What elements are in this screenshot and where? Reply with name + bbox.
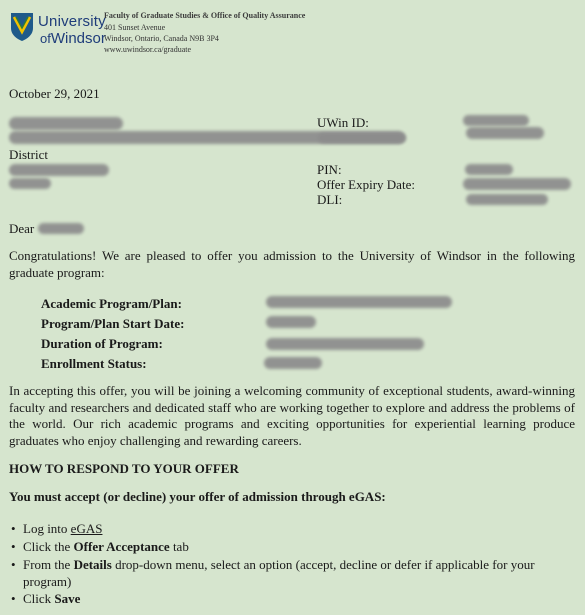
dli-label: DLI: bbox=[317, 192, 343, 207]
logo-university-text: University bbox=[38, 13, 106, 30]
step-login bbox=[23, 521, 102, 538]
redacted-student-number-label bbox=[318, 133, 406, 143]
enrollment-status-label: Enrollment Status: bbox=[41, 356, 147, 371]
redacted-recipient-name bbox=[38, 223, 84, 234]
intro-paragraph: Congratulations! We are pleased to offer you admission to the University of Windsor in the following graduate program: bbox=[9, 248, 575, 280]
address-line-1: 401 Sunset Avenue bbox=[104, 23, 166, 32]
step-details-line2: program) bbox=[23, 573, 72, 589]
redacted-uwin-id bbox=[463, 115, 529, 126]
step-save bbox=[23, 591, 80, 608]
logo-windsor-word: Windsor bbox=[50, 30, 106, 47]
body-paragraph: In accepting this offer, you will be joining a welcoming community of exceptional students, award-winning faculty and researchers and dedicated staff who are working together to explore and address the problems of the world. Our rich academic programs and exciting opportunities for experiential learning produce graduates who enjoy challenging and rewarding careers. bbox=[9, 383, 575, 448]
step-login-text: Log into bbox=[23, 521, 71, 536]
bullet-4: • bbox=[11, 591, 16, 606]
bullet-3: • bbox=[11, 557, 16, 572]
bullet-1: • bbox=[11, 521, 16, 536]
step-offer-pre: Click the bbox=[23, 539, 74, 554]
start-date-label: Program/Plan Start Date: bbox=[41, 316, 185, 331]
letter-date: October 29, 2021 bbox=[9, 86, 100, 101]
offer-expiry-label: Offer Expiry Date: bbox=[317, 177, 415, 192]
uwin-id-label: UWin ID: bbox=[317, 115, 369, 130]
logo-of-text: of bbox=[40, 31, 51, 46]
step-save-pre: Click bbox=[23, 591, 55, 606]
step-details bbox=[23, 557, 575, 590]
redacted-country bbox=[9, 178, 51, 189]
save-text: Save bbox=[54, 591, 81, 606]
redacted-enrollment-status bbox=[264, 357, 322, 369]
egas-link[interactable]: eGAS bbox=[70, 521, 103, 536]
redacted-start-date bbox=[266, 316, 316, 328]
step-details-pre: From the bbox=[23, 557, 74, 572]
academic-program-label: Academic Program/Plan: bbox=[41, 296, 182, 311]
pin-label: PIN: bbox=[317, 162, 342, 177]
duration-label: Duration of Program: bbox=[41, 336, 163, 351]
step-offer-acceptance bbox=[23, 539, 189, 556]
redacted-name bbox=[9, 117, 123, 130]
redacted-academic-program bbox=[266, 296, 452, 308]
details-menu-text: Details bbox=[73, 557, 112, 572]
respond-heading: HOW TO RESPOND TO YOUR OFFER bbox=[9, 461, 239, 476]
accept-heading: You must accept (or decline) your offer of admission through eGAS: bbox=[9, 489, 386, 504]
bullet-2: • bbox=[11, 539, 16, 554]
redacted-city bbox=[9, 164, 109, 176]
redacted-pin bbox=[465, 164, 513, 175]
offer-acceptance-tab-text: Offer Acceptance bbox=[73, 539, 170, 554]
district-text: District bbox=[9, 147, 48, 162]
redacted-duration bbox=[266, 338, 424, 350]
redacted-dli bbox=[466, 194, 548, 205]
office-name: Faculty of Graduate Studies & Office of Quality Assurance bbox=[104, 11, 306, 20]
address-line-2: Windsor, Ontario, Canada N9B 3P4 bbox=[104, 34, 219, 43]
step-details-post: drop-down menu, select an option (accept, decline or defer if applicable for your bbox=[111, 557, 535, 572]
redacted-student-number bbox=[466, 127, 544, 139]
salutation: Dear bbox=[9, 221, 35, 236]
logo-windsor-text bbox=[40, 30, 106, 47]
step-offer-post: tab bbox=[169, 539, 189, 554]
university-shield-logo bbox=[10, 12, 34, 42]
website: www.uwindsor.ca/graduate bbox=[104, 45, 192, 54]
redacted-offer-expiry bbox=[463, 178, 571, 190]
